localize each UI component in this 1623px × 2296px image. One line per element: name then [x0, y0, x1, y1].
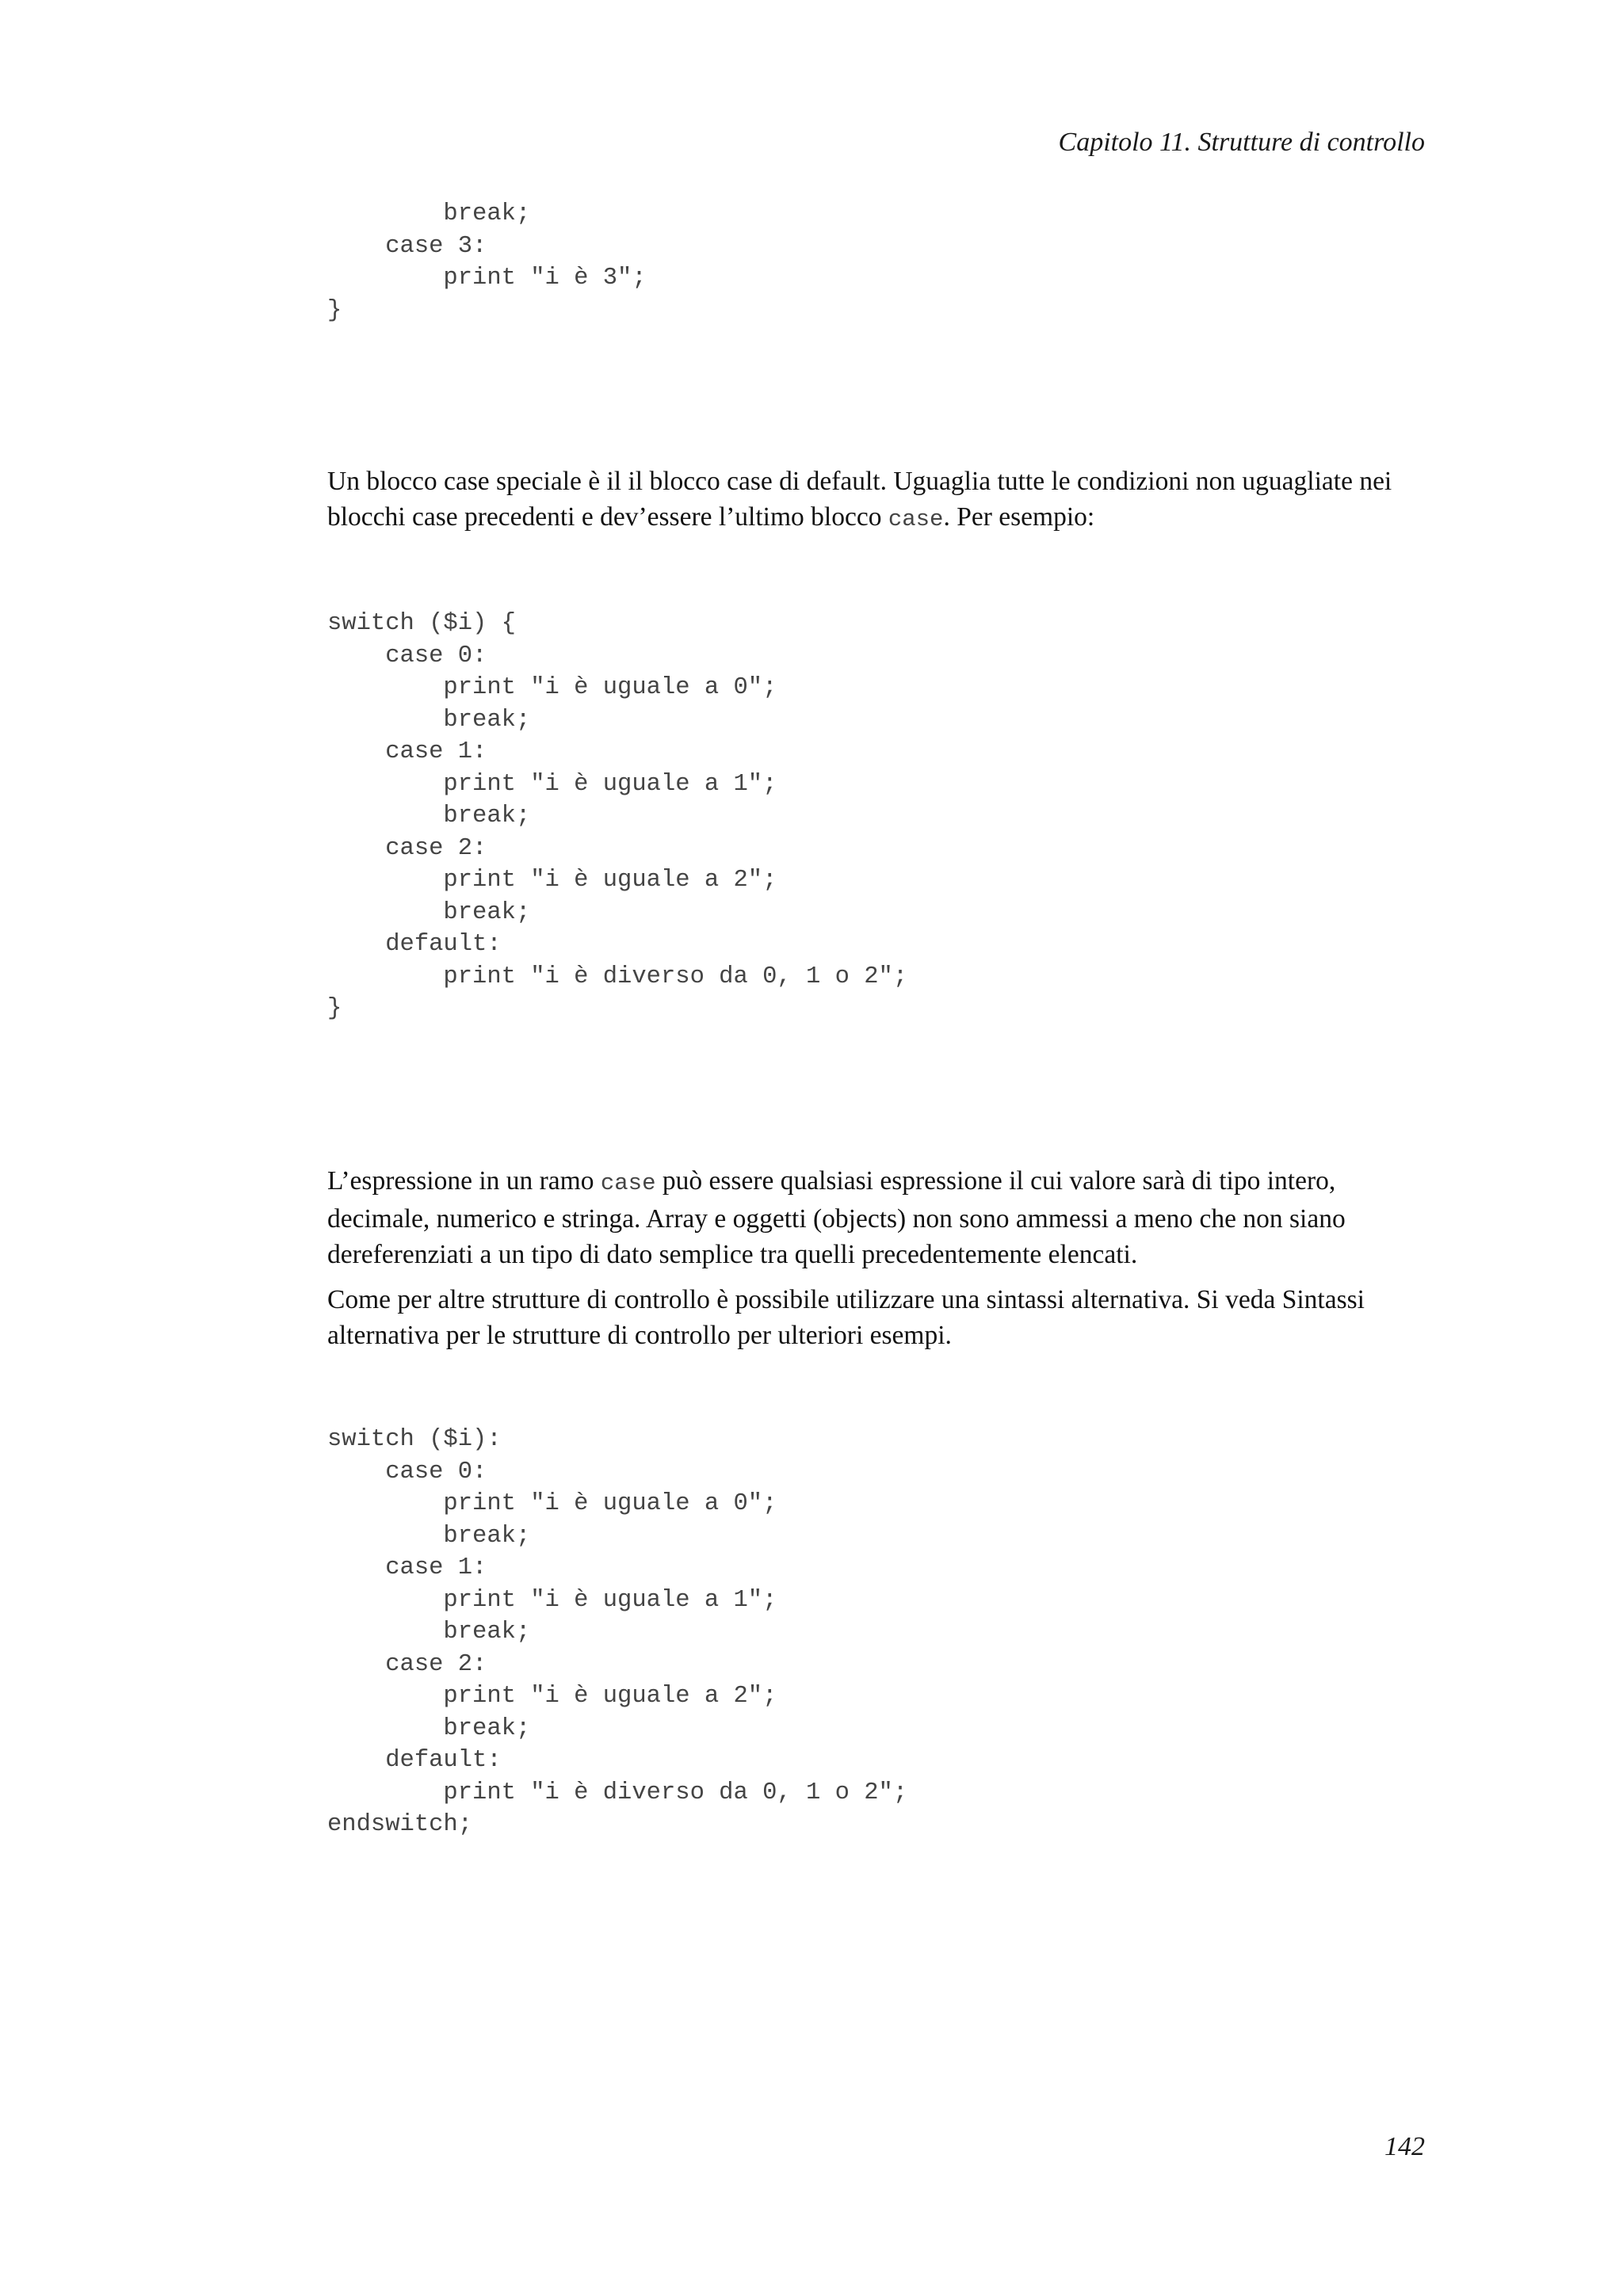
code-line: break;	[327, 200, 531, 227]
code-line: print "i è diverso da 0, 1 o 2";	[327, 1779, 908, 1806]
code-block-1	[327, 198, 647, 326]
code-line: switch ($i):	[327, 1426, 502, 1453]
paragraph-text: può essere qualsiasi espressione il cui valore sarà di tipo intero, decimale, numerico e stringa. Array e oggetti (objects) non sono ammessi a meno che non siano dereferenziati a un tipo di dato semplice tra quelli precedentemente elencati.	[327, 1166, 1346, 1269]
code-line: switch ($i) {	[327, 610, 516, 637]
paragraph-default-case	[327, 463, 1429, 537]
code-line: default:	[327, 1747, 502, 1774]
code-line: break;	[327, 1619, 531, 1646]
inline-code: case	[600, 1170, 656, 1196]
code-line: break;	[327, 1714, 531, 1742]
code-line: case 0:	[327, 1458, 487, 1486]
code-line: print "i è 3";	[327, 265, 647, 292]
code-line: break;	[327, 706, 531, 734]
code-line: print "i è uguale a 0";	[327, 1490, 777, 1517]
code-line: print "i è uguale a 0";	[327, 674, 777, 701]
code-line: case 2:	[327, 834, 487, 862]
code-line: case 2:	[327, 1650, 487, 1678]
code-block-3	[327, 1424, 907, 1841]
code-line: print "i è uguale a 2";	[327, 867, 777, 894]
paragraph-text: . Per esempio:	[943, 502, 1095, 532]
code-line: }	[327, 995, 342, 1022]
inline-code: case	[888, 506, 944, 532]
paragraph-text: L’espressione in un ramo	[327, 1166, 601, 1196]
paragraph-case-expression	[327, 1163, 1429, 1272]
code-line: case 3:	[327, 232, 487, 260]
paragraph-alternative-syntax: Come per altre strutture di controllo è possibile utilizzare una sintassi alternativa. Si veda Sintassi alternativa per le strutture di controllo per ulteriori esempi.	[327, 1285, 1365, 1350]
code-line: case 1:	[327, 738, 487, 765]
code-line: break;	[327, 803, 531, 830]
running-header: Capitolo 11. Strutture di controllo	[1058, 128, 1425, 157]
code-line: case 0:	[327, 642, 487, 669]
code-line: print "i è uguale a 1";	[327, 770, 777, 798]
code-line: break;	[327, 898, 531, 926]
code-block-2	[327, 608, 907, 1025]
code-line: endswitch;	[327, 1811, 473, 1838]
code-line: print "i è uguale a 2";	[327, 1683, 777, 1710]
code-line: print "i è uguale a 1";	[327, 1586, 777, 1614]
page-number: 142	[1384, 2132, 1425, 2161]
code-line: print "i è diverso da 0, 1 o 2";	[327, 963, 908, 990]
code-line: }	[327, 296, 342, 324]
paragraph-text: Un blocco case speciale è il il blocco case di default. Uguaglia tutte le condizioni non uguagliate nei blocchi case precedenti e dev’essere l’ultimo blocco	[327, 467, 1392, 532]
code-line: case 1:	[327, 1554, 487, 1581]
code-line: break;	[327, 1522, 531, 1550]
code-line: default:	[327, 931, 502, 958]
